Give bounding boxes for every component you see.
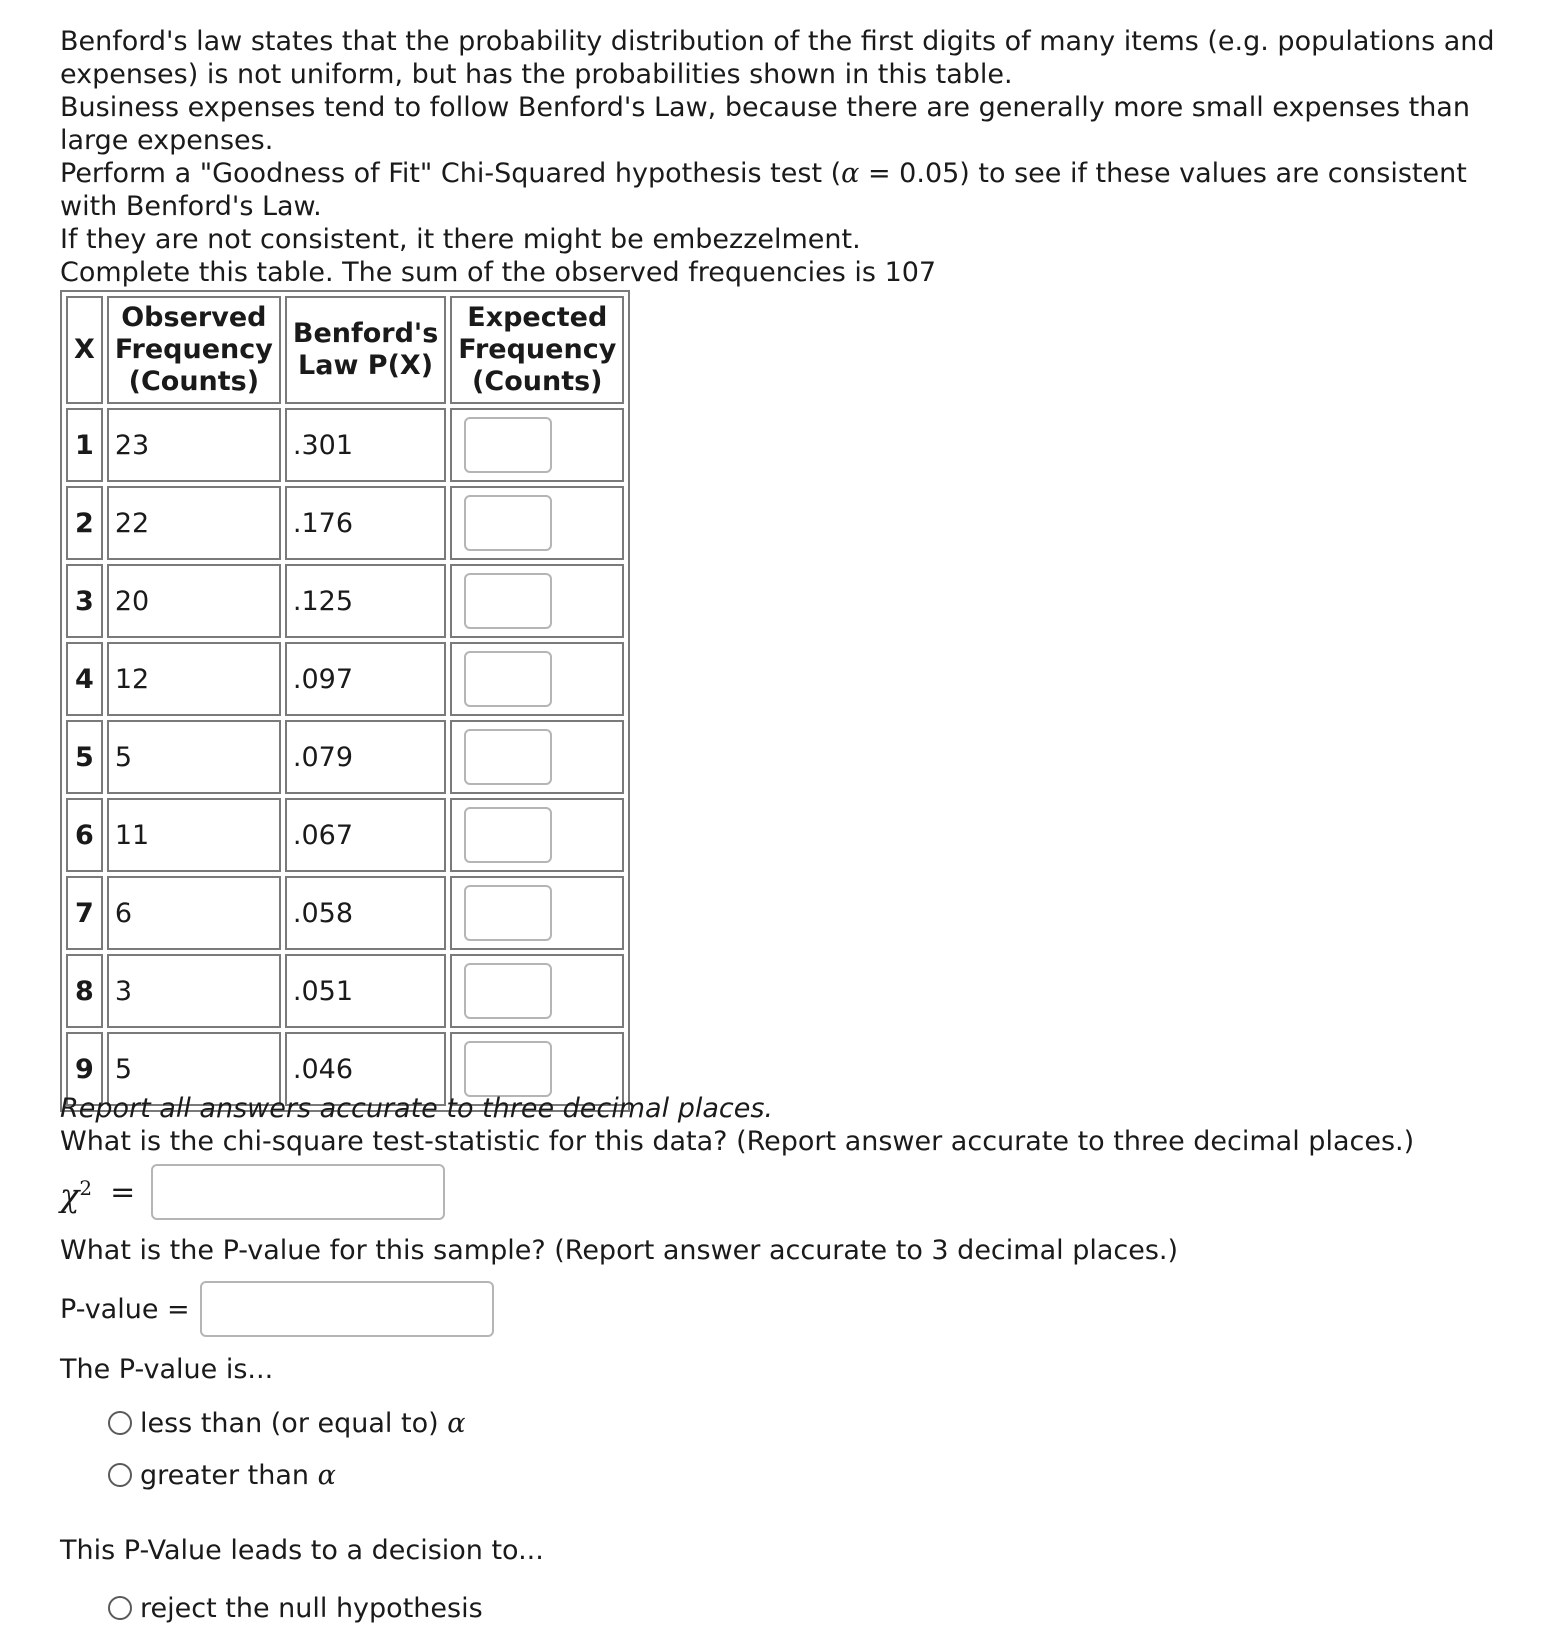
header-observed-l3: (Counts) (128, 366, 260, 397)
probability-cell: .079 (285, 720, 446, 794)
header-expected (450, 296, 624, 404)
expected-input-5[interactable] (464, 729, 552, 785)
table-row (66, 954, 624, 1028)
chi-answer-row (60, 1162, 1520, 1222)
expected-input-7[interactable] (464, 885, 552, 941)
header-benford-l2: Law P(X) (298, 350, 434, 381)
header-observed-l1: Observed (121, 302, 267, 333)
header-x: X (66, 296, 103, 404)
observed-cell: 5 (107, 720, 281, 794)
expected-cell (450, 486, 624, 560)
pvalue-label: P-value = (60, 1293, 190, 1325)
accuracy-note: Report all answers accurate to three decimal places. (60, 1093, 773, 1124)
table-row (66, 564, 624, 638)
observed-cell: 11 (107, 798, 281, 872)
chi-question: What is the chi-square test-statistic for this data? (Report answer accurate to three decimal places.) (60, 1126, 1415, 1157)
probability-cell: .301 (285, 408, 446, 482)
radio-less-than[interactable] (108, 1411, 132, 1435)
digit-cell: 4 (66, 642, 103, 716)
digit-cell: 7 (66, 876, 103, 950)
intro-line-3-end: = 0.05) to see if these values are consistent with Benford's Law. (60, 158, 1467, 222)
intro-line-3-start: Perform a "Goodness of Fit" Chi-Squared hypothesis test ( (60, 158, 842, 189)
pvalue-input[interactable] (200, 1281, 494, 1337)
alpha-symbol: α (841, 158, 860, 189)
frequency-table (60, 290, 630, 1112)
observed-cell: 6 (107, 876, 281, 950)
expected-input-6[interactable] (464, 807, 552, 863)
table-row (66, 720, 624, 794)
header-benford (285, 296, 446, 404)
probability-cell: .067 (285, 798, 446, 872)
expected-cell (450, 876, 624, 950)
expected-input-4[interactable] (464, 651, 552, 707)
intro-line-1: Benford's law states that the probability distribution of the first digits of many items (e.g. populations and expenses) is not uniform, but has the probabilities shown in this table. (60, 26, 1495, 90)
intro-line-3 (60, 157, 1520, 223)
expected-input-8[interactable] (464, 963, 552, 1019)
expected-cell (450, 720, 624, 794)
probability-cell: .046 (285, 1032, 446, 1106)
digit-cell: 8 (66, 954, 103, 1028)
alpha-symbol: α (447, 1407, 466, 1439)
expected-cell (450, 954, 624, 1028)
problem-statement (60, 25, 1520, 289)
expected-cell (450, 798, 624, 872)
radio-greater-than[interactable] (108, 1463, 132, 1487)
expected-input-2[interactable] (464, 495, 552, 551)
option-reject-row[interactable] (108, 1583, 1520, 1633)
expected-input-1[interactable] (464, 417, 552, 473)
observed-cell: 3 (107, 954, 281, 1028)
alpha-symbol: α (317, 1459, 336, 1491)
observed-cell: 22 (107, 486, 281, 560)
pvalue-is-label: The P-value is... (60, 1354, 274, 1385)
chi-square-symbol (60, 1172, 92, 1213)
header-observed-l2: Frequency (114, 334, 273, 365)
pvalue-question: What is the P-value for this sample? (Report answer accurate to 3 decimal places.) (60, 1235, 1179, 1266)
intro-line-4: If they are not consistent, it there might be embezzelment. (60, 224, 861, 255)
expected-cell (450, 408, 624, 482)
chi-square-input[interactable] (151, 1164, 445, 1220)
header-expected-l1: Expected (467, 302, 608, 333)
radio-reject-null[interactable] (108, 1596, 132, 1620)
observed-cell: 5 (107, 1032, 281, 1106)
header-benford-l1: Benford's (292, 318, 439, 349)
intro-line-5: Complete this table. The sum of the observed frequencies is 107 (60, 257, 937, 288)
header-expected-l3: (Counts) (472, 366, 603, 397)
expected-input-3[interactable] (464, 573, 552, 629)
digit-cell: 2 (66, 486, 103, 560)
expected-input-9[interactable] (464, 1041, 552, 1097)
probability-cell: .125 (285, 564, 446, 638)
option-greater-row[interactable] (108, 1450, 1520, 1500)
observed-cell: 23 (107, 408, 281, 482)
observed-cell: 20 (107, 564, 281, 638)
pvalue-answer-row (60, 1279, 1520, 1339)
table-row (66, 486, 624, 560)
table-header-row (66, 296, 624, 404)
digit-cell: 3 (66, 564, 103, 638)
option-reject-label: reject the null hypothesis (140, 1592, 483, 1624)
option-greater-label: greater than (140, 1459, 310, 1491)
probability-cell: .058 (285, 876, 446, 950)
digit-cell: 5 (66, 720, 103, 794)
chi-letter: χ (60, 1176, 80, 1215)
questions-section (60, 1092, 1520, 1633)
probability-cell: .176 (285, 486, 446, 560)
digit-cell: 9 (66, 1032, 103, 1106)
table-row (66, 408, 624, 482)
decision-label: This P-Value leads to a decision to... (60, 1535, 544, 1566)
digit-cell: 1 (66, 408, 103, 482)
digit-cell: 6 (66, 798, 103, 872)
option-less-label: less than (or equal to) (140, 1407, 439, 1439)
observed-cell: 12 (107, 642, 281, 716)
table-row (66, 642, 624, 716)
chi-exponent: 2 (79, 1175, 93, 1200)
header-expected-l2: Frequency (458, 334, 617, 365)
equals-sign: = (110, 1174, 136, 1210)
intro-line-2: Business expenses tend to follow Benford's Law, because there are generally more small expenses than large expenses. (60, 92, 1470, 156)
option-less-row[interactable] (108, 1398, 1520, 1448)
probability-cell: .097 (285, 642, 446, 716)
expected-cell (450, 564, 624, 638)
header-observed (107, 296, 281, 404)
table-row (66, 876, 624, 950)
expected-cell (450, 642, 624, 716)
probability-cell: .051 (285, 954, 446, 1028)
table-row (66, 798, 624, 872)
